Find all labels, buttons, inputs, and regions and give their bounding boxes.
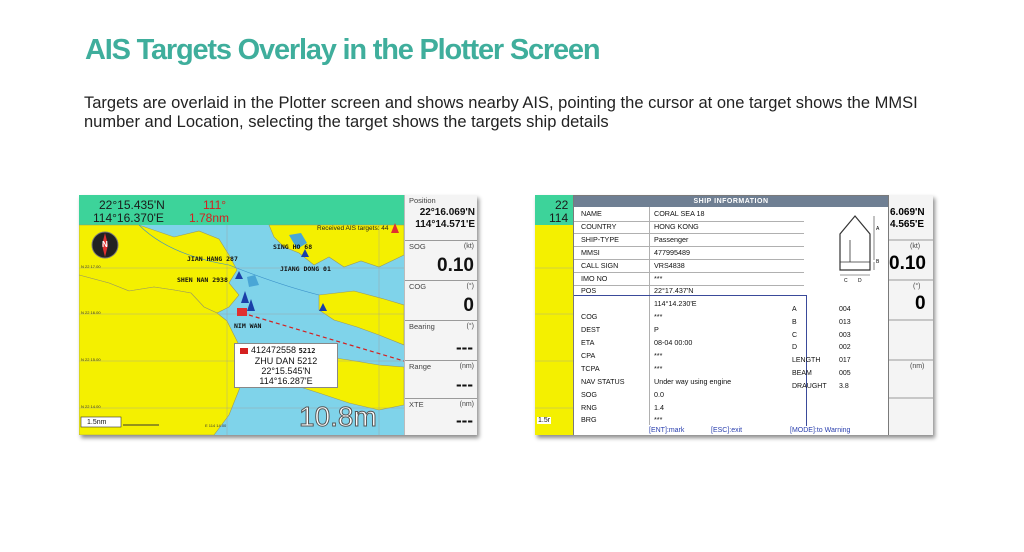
cursor-distance: 1.78nm [189,211,230,225]
dimension-value: 013 [839,318,851,326]
ship-field-value: 08-04 00:00 [654,338,693,347]
ship-field-row [574,402,804,415]
ship-field-label: NAME [581,209,602,218]
diagram-letter: A [876,226,880,232]
mark-hint: [ENT]:mark [649,427,685,434]
ship-field-value: *** [654,415,663,425]
ship-field-value: 114°14.230'E [654,299,697,309]
slide-title: AIS Targets Overlay in the Plotter Screen [85,34,600,66]
ship-field-label: SOG [581,389,597,399]
ship-field-value: *** [654,350,663,360]
ship-field-row [574,273,804,287]
cursor-lon: 114°16.370'E [93,211,164,225]
ship-field-label: CALL SIGN [581,260,619,270]
ship-field-label: TCPA [581,363,600,373]
grid-label: N 22 17.00 [81,264,101,269]
ship-field-value: VRS4838 [654,260,685,270]
target-lat: 22°15.545'N [261,366,311,376]
ais-target-icon [235,271,243,279]
dialog-title: SHIP INFORMATION [574,196,888,207]
dimension-label: DRAUGHT [792,382,827,390]
ship-field-value: Under way using engine [654,376,732,386]
dimension-value: 017 [839,357,851,365]
ship-field-label: CPA [581,350,596,360]
bg-cog: 0 [915,293,926,314]
ship-field-label: NAV STATUS [581,376,625,386]
island [247,275,259,287]
land-east [319,291,404,345]
bearing-block: Bearing (°) --- [405,320,477,361]
ship-field-value: CORAL SEA 18 [654,209,705,218]
dimension-value: 005 [839,370,851,377]
range-scale-readout: 10.8m [299,401,377,432]
ship-field-row [574,324,804,337]
ship-field-value: 1.4 [654,402,664,412]
received-ais-count: Received AIS targets: 44 [317,225,389,232]
dimension-label: A [792,306,797,313]
dimension-label: B [792,318,797,326]
ship-field-label: IMO NO [581,273,608,283]
ais-target-icon [241,291,249,303]
cursor-bearing: 111° [203,198,227,212]
ship-field-label: COG [581,312,598,322]
ship-field-label: RNG [581,402,597,412]
position-lon: 114°14.571'E [415,219,475,230]
target-name: ZHU DAN 5212 [254,356,318,366]
ship-field-label: BRG [581,415,597,425]
ship-info-dialog [573,195,889,435]
bg-scale-partial: 1.5r [538,417,551,424]
ship-field-value: *** [654,273,663,283]
dimension-value: 003 [839,331,851,339]
range-block: Range (nm) --- [405,360,477,399]
target-id: 5212 [298,347,316,355]
xte-block: XTE (nm) --- [405,398,477,435]
dimension-label: BEAM [792,370,812,377]
ship-field-row [574,208,804,222]
ship-field-label: DEST [581,325,601,335]
plotter-chart[interactable] [79,195,404,435]
diagram-letter: B [876,259,880,265]
compass-letter: N [102,240,108,249]
position-label: Position [409,196,436,205]
grid-label: N 22 14.00 [81,404,101,409]
target-label[interactable]: JIAN HANG 287 [187,255,238,263]
own-ship [237,308,247,316]
bg-lon-partial: 114 [549,211,569,225]
grid-label: N 22 15.00 [81,357,101,362]
ship-field-row [574,285,804,298]
target-lon: 114°16.287'E [259,376,313,386]
bg-pos-lat: 6.069'N [890,207,925,218]
ship-field-label: COUNTRY [581,221,617,231]
ship-field-row [574,363,804,376]
ship-outline-icon [830,212,880,282]
cursor-lat: 22°15.435'N [99,198,165,212]
ship-field-row [574,298,804,311]
ship-field-row [574,221,804,235]
diagram-letter: C [844,278,848,284]
ship-field-row [574,260,804,274]
dimension-label: D [792,344,798,352]
dimension-value: 002 [839,344,851,352]
warning-hint: [MODE]:to Warning [790,427,851,434]
slide-description: Targets are overlaid in the Plotter screen and shows nearby AIS, pointing the cursor at one target shows the MMSI number and Location, selecting the target shows the targets ship details [84,94,918,131]
scale-bar-label: 1.5nm [87,419,107,426]
data-panel [404,195,477,435]
ship-field-row [574,311,804,324]
ship-field-row [574,389,804,402]
bg-unit: (nm) [910,363,925,370]
ship-field-value: *** [654,363,663,373]
sog-block: SOG (kt) 0.10 [405,240,477,281]
dimension-label: LENGTH [792,357,821,365]
ais-target-tooltip [234,343,338,388]
target-label[interactable]: SING HO 68 [273,243,313,251]
dimension-value: 004 [839,306,851,313]
ship-field-value: P [654,325,659,335]
ship-field-value: Passenger [654,234,689,244]
target-label[interactable]: JIANG DONG 01 [280,265,331,273]
cog-value: 0 [463,295,474,316]
plotter-screenshot [79,195,477,435]
diagram-letter: D [858,278,862,284]
grid-label: E 114 14.00 [205,423,227,428]
ship-field-value: *** [654,312,663,322]
sog-value: 0.10 [437,255,474,276]
target-label[interactable]: SHEN NAN 2938 [177,276,228,284]
ship-field-label: SHIP-TYPE [581,234,619,244]
ship-field-row [574,350,804,363]
ship-field-row [574,376,804,389]
dimension-label: C [792,331,798,339]
ship-field-label: MMSI [581,247,600,257]
target-label[interactable]: NIM WAN [234,322,262,330]
ship-field-row [574,247,804,261]
ship-field-value: HONG KONG [654,221,699,231]
ship-field-row [574,234,804,248]
ship-info-screenshot [535,195,933,435]
position-block [405,195,477,240]
ship-field-label: POS [581,286,597,296]
bg-sog: 0.10 [889,253,926,274]
target-mmsi: 412472558 [251,345,297,355]
ship-field-value: 477995489 [654,247,690,257]
ship-field-row [574,337,804,350]
bg-unit: (kt) [910,243,921,250]
flag-icon [240,348,248,354]
grid-label: N 22 16.00 [81,310,101,315]
bg-pos-lon: 4.565'E [890,219,925,230]
position-lat: 22°16.069'N [419,207,475,218]
dimension-value: 3.8 [839,382,849,390]
ship-field-label: ETA [581,338,595,347]
cog-block: COG (°) 0 [405,280,477,321]
ship-field-row [574,414,804,427]
ship-field-value: 0.0 [654,389,664,399]
ship-field-value: 22°17.437'N [654,286,694,296]
bg-unit: (°) [913,283,921,290]
exit-hint: [ESC]:exit [711,427,743,434]
bg-lat-partial: 22 [555,198,569,212]
